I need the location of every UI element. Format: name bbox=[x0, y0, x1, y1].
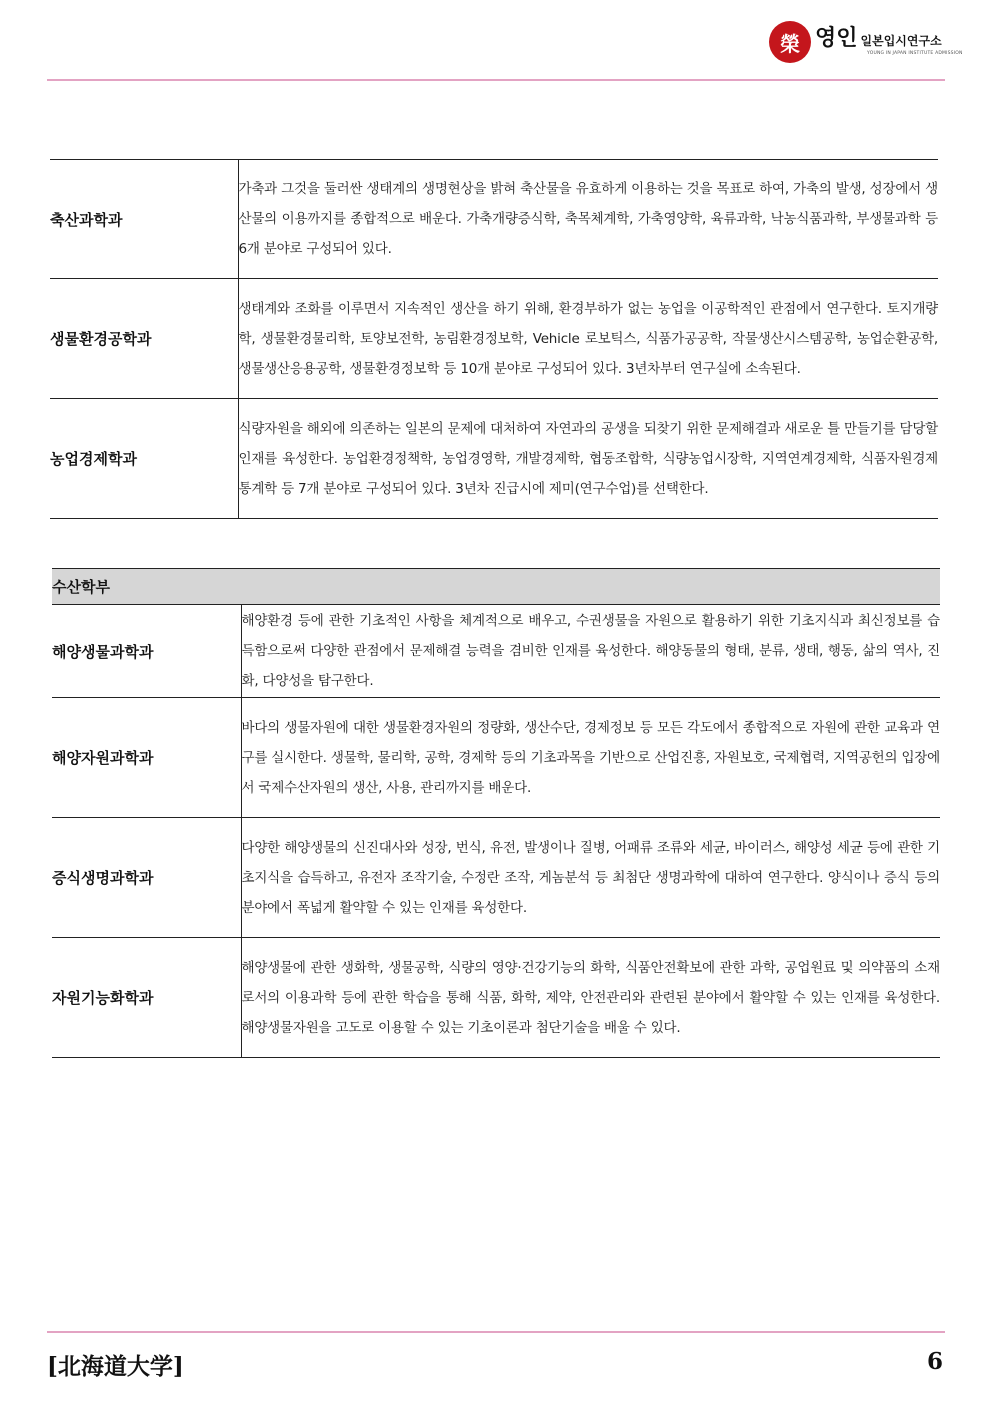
footer-divider bbox=[47, 1331, 945, 1333]
page-number: 6 bbox=[926, 1348, 943, 1375]
department-name: 증식생명과학과 bbox=[52, 818, 241, 938]
logo-text bbox=[815, 25, 963, 57]
department-description: 해양환경 등에 관한 기초적인 사항을 체계적으로 배우고, 수권생물을 자원으로 활용하기 위한 기초지식과 최신정보를 습득함으로써 다양한 관점에서 문제해결 능력을 겸비한 인재를 육성한다. 해양동물의 형태, 분류, 생태, 행동, 삶의 역사, 진화, 다양성을 탐구한다. bbox=[241, 605, 940, 698]
logo-sub-text: 일본입시연구소 bbox=[860, 33, 942, 48]
table-row bbox=[50, 160, 938, 279]
department-description: 생태계와 조화를 이루면서 지속적인 생산을 하기 위해, 환경부하가 없는 농업을 이공학적인 관점에서 연구한다. 토지개량학, 생물환경물리학, 토양보전학, 농림환경정보학, Vehicle 로보틱스, 식품가공공학, 작물생산시스템공학, 농업순환공학, 생물생산응용공학, 생물환경정보학 등 10개 분야로 구성되어 있다. 3년차부터 연구실에 소속된다. bbox=[238, 279, 938, 399]
department-description: 해양생물에 관한 생화학, 생물공학, 식량의 영양·건강기능의 화학, 식품안전확보에 관한 과학, 공업원료 및 의약품의 소재로서의 이용과학 등에 관한 학습을 통해 식품, 화학, 제약, 안전관리와 관련된 분야에서 활약할 수 있는 인재를 육성한다. 해양생물자원을 고도로 이용할 수 있는 기초이론과 첨단기술을 배울 수 있다. bbox=[241, 938, 940, 1058]
department-name: 자원기능화학과 bbox=[52, 938, 241, 1058]
logo-emblem: 榮 bbox=[769, 21, 811, 63]
department-table-agriculture bbox=[50, 159, 938, 519]
section-header-row bbox=[52, 569, 940, 605]
department-table-fisheries bbox=[52, 568, 940, 1058]
department-description: 다양한 해양생물의 신진대사와 성장, 번식, 유전, 발생이나 질병, 어패류 조류와 세균, 바이러스, 해양성 세균 등에 관한 기초지식을 습득하고, 유전자 조작기술, 수정란 조작, 게놈분석 등 최첨단 생명과학에 대하여 연구한다. 양식이나 증식 등의 분야에서 폭넓게 활약할 수 있는 인재를 육성한다. bbox=[241, 818, 940, 938]
section-title: 수산학부 bbox=[52, 569, 940, 605]
department-name: 해양자원과학과 bbox=[52, 698, 241, 818]
footer-university-name: [北海道大学] bbox=[47, 1353, 184, 1380]
department-description: 바다의 생물자원에 대한 생물환경자원의 정량화, 생산수단, 경제정보 등 모든 각도에서 종합적으로 자원에 관한 교육과 연구를 실시한다. 생물학, 물리학, 공학, 경제학 등의 기초과목을 기반으로 산업진흥, 자원보호, 국제협력, 지역공헌의 입장에서 국제수산자원의 생산, 사용, 관리까지를 배운다. bbox=[241, 698, 940, 818]
logo-english-text: YOUNG IN JAPAN INSTITUTE ADMISSION bbox=[867, 50, 963, 56]
institute-logo bbox=[769, 20, 963, 64]
department-name: 생물환경공학과 bbox=[50, 279, 238, 399]
department-name: 농업경제학과 bbox=[50, 399, 238, 519]
department-name: 해양생물과학과 bbox=[52, 605, 241, 698]
table-row bbox=[52, 938, 940, 1058]
department-description: 식량자원을 해외에 의존하는 일본의 문제에 대처하여 자연과의 공생을 되찾기 위한 문제해결과 새로운 틀 만들기를 담당할 인재를 육성한다. 농업환경정책학, 농업경영학, 개발경제학, 협동조합학, 식량농업시장학, 지역연계경제학, 식품자원경제통계학 등 7개 분야로 구성되어 있다. 3년차 진급시에 제미(연구수업)를 선택한다. bbox=[238, 399, 938, 519]
department-name: 축산과학과 bbox=[50, 160, 238, 279]
table-row bbox=[52, 698, 940, 818]
table-row bbox=[52, 818, 940, 938]
department-description: 가축과 그것을 둘러싼 생태계의 생명현상을 밝혀 축산물을 유효하게 이용하는 것을 목표로 하여, 가축의 발생, 성장에서 생산물의 이용까지를 종합적으로 배운다. 가축개량증식학, 축목체계학, 가축영양학, 육류과학, 낙농식품과학, 부생물과학 등 6개 분야로 구성되어 있다. bbox=[238, 160, 938, 279]
table-row bbox=[50, 399, 938, 519]
logo-main-text: 영인 bbox=[815, 25, 858, 51]
table-row bbox=[50, 279, 938, 399]
header-divider bbox=[47, 79, 945, 81]
table-row bbox=[52, 605, 940, 698]
